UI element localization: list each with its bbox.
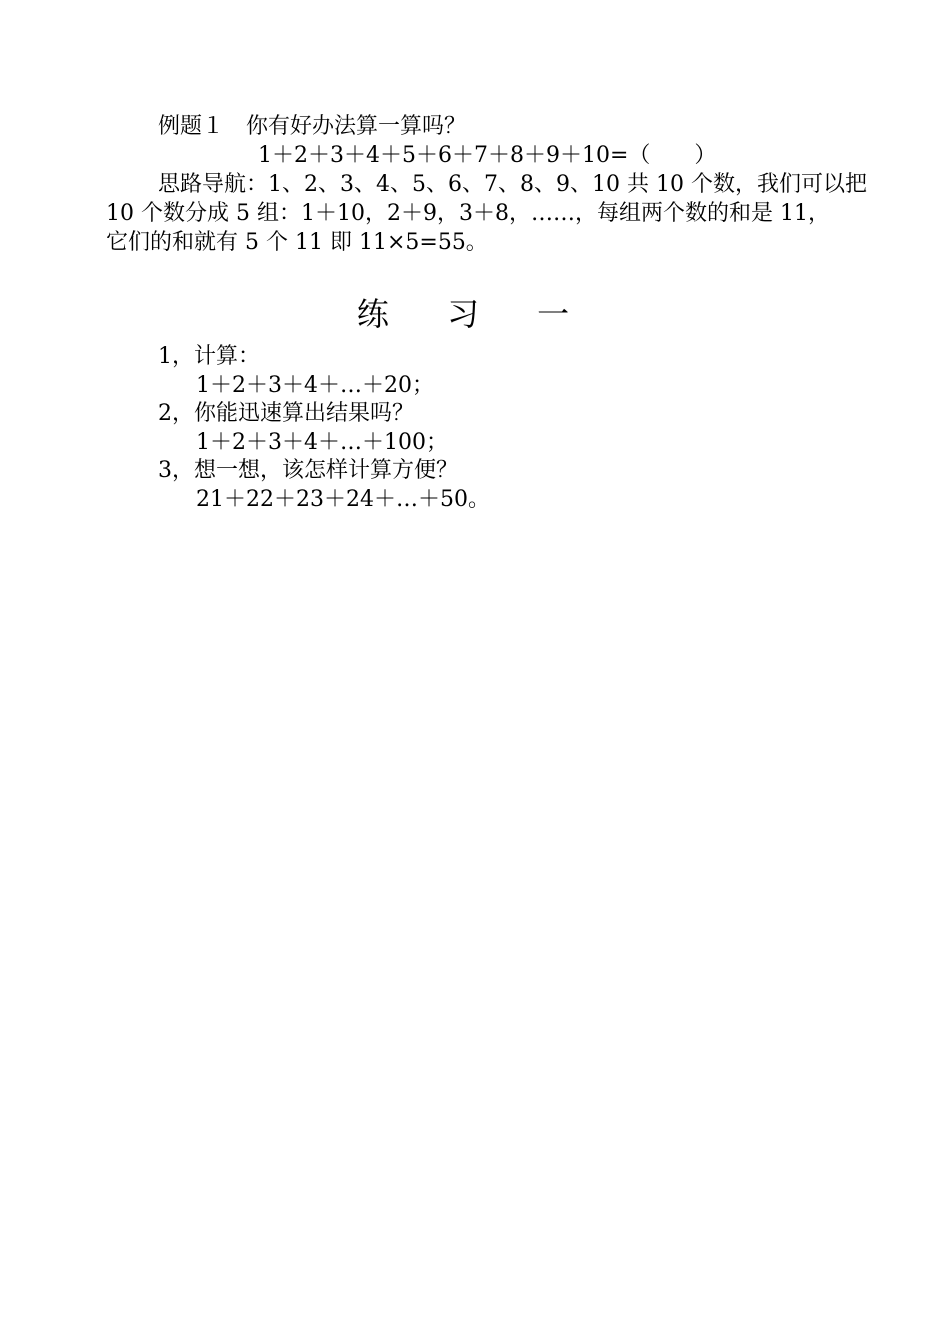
exercise-formula: 1＋2＋3＋4＋…＋20； (196, 373, 434, 398)
exercise-formula: 21＋22＋23＋24＋…＋50。 (196, 487, 490, 512)
exercise-formula: 1＋2＋3＋4＋…＋100； (196, 430, 448, 455)
hint-line: 思路导航：1、2、3、4、5、6、7、8、9、10 共 10 个数，我们可以把 (158, 172, 867, 197)
exercise-title: 练 习 一 (356, 295, 594, 333)
hint-line: 它们的和就有 5 个 11 即 11×5=55。 (106, 230, 488, 255)
exercise-question: 2，你能迅速算出结果吗？ (158, 401, 414, 426)
example-formula: 1＋2＋3＋4＋5＋6＋7＋8＋9＋10=（ ） (258, 143, 717, 168)
exercise-question: 1，计算： (158, 344, 260, 369)
hint-line: 10 个数分成 5 组：1＋10，2＋9，3＋8，……，每组两个数的和是 11， (106, 201, 830, 226)
exercise-question: 3，想一想，该怎样计算方便？ (158, 458, 458, 483)
example-title: 例题１ 你有好办法算一算吗？ (158, 114, 467, 139)
